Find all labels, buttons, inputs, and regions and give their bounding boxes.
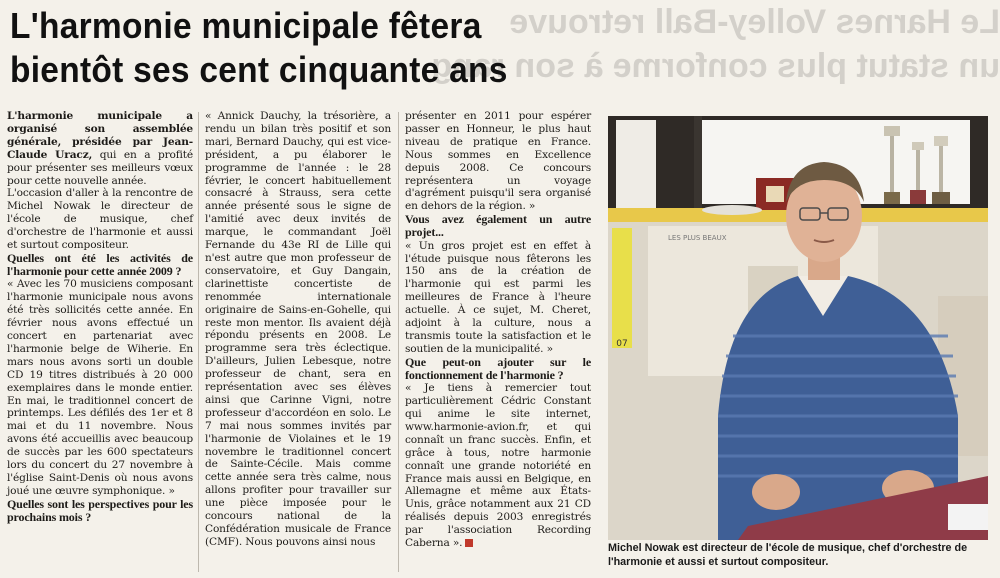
adjacent-article-bleed bbox=[431, 0, 1000, 100]
article-paragraph: L'occasion d'aller à la rencontre de Michel Nowak le directeur de l'école de musique, chef d'orchestre de l'harmonie et aussi et surtout compositeur. bbox=[7, 187, 193, 252]
column-rule bbox=[198, 112, 199, 572]
article-headline bbox=[10, 4, 531, 92]
poster-date: 07 bbox=[616, 339, 628, 349]
interview-answer: « Un gros projet est en effet à l'étude puisque nous fêterons les 150 ans de la création de l'harmonie qui est parmi les meilleures de France à l'heure actuelle. À ce sujet, M. Cheret, adjoint à la culture, nous a transmis toute la satisfaction et le soutien de la municipalité. » bbox=[405, 239, 591, 355]
article-lead: L'harmonie municipale a organisé son assemblée générale, présidée par Jean-Claude Uracz, bbox=[7, 110, 193, 161]
interview-answer: « Annick Dauchy, la trésorière, a rendu un bilan très positif et son mari, Bernard Dauchy, qui est vice-président, a pu élaborer le programme de l'année : le 28 février, le concert habituellement consacré à Strauss, sera cette année présenté sous le signe de l'amitié avec deux invités de marque, le commandant Joël Fernande du 43e RI de Lille qui n'est autre que mon professeur de conservatoire, et Guy Dangain, clarinettiste concertiste de renommée internationale originaire de Sains-en-Gohelle, qui reste mon mentor. Ils avaient déjà répondu présents en 2008. Le programme sera très éclectique. D'ailleurs, Julien Lebesque, notre professeur de chant, sera en représentation avec ses élèves ainsi que Carinne Vigni, notre professeur d'accordéon en solo. Le 7 mai nous sommes invités par l'harmonie de Violaines et le 19 novembre le traditionnel concert de Sainte-Cécile. Mais comme cette année sera très calme, nous allons profiter pour travailler sur une pièce imposée pour le concours national de la Confédération musicale de France (CMF). Nous pouvons ainsi nous bbox=[205, 110, 391, 548]
interview-answer: « Avec les 70 musiciens composant l'harmonie municipale nous avons été très sollicités cette année. En février nous avons effectué un concert en partenariat avec l'harmonie belge de Wiherie. En mars nous avons sorti un double CD 19 titres distribués à 20 000 exemplaires dans le monde entier. En mai, le traditionnel concert de printemps. Les défilés des 1er et 8 mai et du 11 novembre. Nous avons été accueillis avec beaucoup de succès par les 600 spectateurs lors du concert du 27 novembre à l'église Saint-Denis où nous avons joué une œuvre symphonique. » bbox=[7, 278, 193, 497]
adjacent-article-line1: Le Harnes Volley-Ball retrouve bbox=[509, 3, 1000, 41]
poster-text: LES PLUS BEAUX bbox=[668, 234, 727, 242]
interview-question: Quelles sont les perspectives pour les prochains mois ? bbox=[7, 496, 193, 524]
article-photo bbox=[608, 116, 988, 540]
headline-line1: L'harmonie municipale fêtera bbox=[10, 5, 482, 46]
interview-question: Quelles ont été les activités de l'harmonie pour cette année 2009 ? bbox=[7, 250, 193, 279]
article-column-2 bbox=[205, 110, 391, 574]
column-rule bbox=[398, 112, 399, 572]
interview-question: Vous avez également un autre projet... bbox=[405, 212, 591, 240]
end-of-article-mark bbox=[465, 539, 473, 547]
interview-question: Que peut-on ajouter sur le fonctionnement de l'harmonie ? bbox=[405, 354, 591, 383]
adjacent-article-line2: un statut plus conforme à son rang bbox=[431, 47, 1000, 85]
headline-line2: bientôt ses cent cinquante ans bbox=[10, 49, 508, 90]
article-column-1 bbox=[7, 110, 193, 574]
photo-caption: Michel Nowak est directeur de l'école de musique, chef d'orchestre de l'harmonie et aussi et surtout compositeur. bbox=[608, 542, 968, 568]
article-lead-rest: qui en a profité pour présenter ses meilleurs vœux pour cette nouvelle année. bbox=[7, 148, 193, 187]
article-column-3 bbox=[405, 110, 591, 574]
interview-answer: présenter en 2011 pour espérer passer en Honneur, le plus haut niveau de pratique en France. Nous sommes en Excellence depuis 2008. Ce concours représentera un voyage d'agrément puisqu'il sera organisé en dehors de la région. » bbox=[405, 110, 591, 213]
interview-answer: « Je tiens à remercier tout particulièrement Cédric Constant qui anime le site internet, www.harmonie-avion.fr, et qui connaît un franc succès. Enfin, et grâce à tous, notre harmonie connaît une grande notoriété en France mais aussi en Belgique, en Allemagne et même aux États-Unis, grâce notamment aux 21 CD réalisés depuis 2003 enregistrés par l'association Recording Caberna ». bbox=[405, 382, 591, 550]
